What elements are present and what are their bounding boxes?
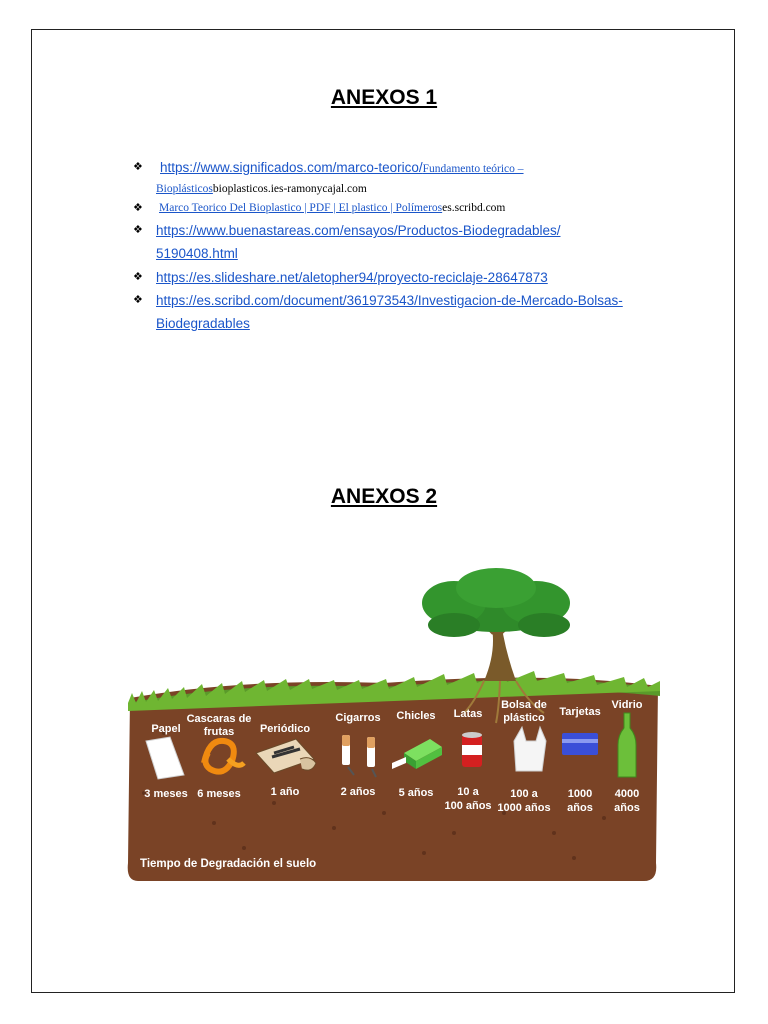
item-name-label: Bolsa de bbox=[501, 699, 547, 711]
item-time-label: 1000 bbox=[567, 788, 593, 800]
annex2-heading: ANEXOS 2 bbox=[330, 485, 438, 508]
reference-item bbox=[133, 219, 663, 266]
reference-link[interactable]: https://es.slideshare.net/aletopher94/proyecto-reciclaje-28647873 bbox=[156, 270, 548, 285]
card-icon bbox=[562, 733, 598, 755]
item-time-label: 2 años bbox=[340, 786, 376, 798]
item-time-label: 4000 bbox=[614, 788, 640, 800]
item-time-label: 100 a bbox=[510, 788, 538, 800]
reference-item bbox=[133, 198, 663, 219]
item-time-label: 3 meses bbox=[144, 788, 188, 800]
item-time-label: años bbox=[614, 802, 640, 814]
reference-item bbox=[133, 289, 663, 336]
reference-source: es.scribd.com bbox=[442, 202, 506, 214]
item-time-label: 1000 años bbox=[497, 802, 551, 814]
annex1-heading: ANEXOS 1 bbox=[330, 86, 438, 109]
reference-link[interactable]: Fundamento teórico – bbox=[422, 163, 524, 175]
reference-link[interactable]: https://es.scribd.com/document/361973543/Investigacion-de-Mercado-Bolsas- bbox=[156, 293, 623, 308]
reference-item bbox=[133, 156, 663, 198]
reference-link[interactable]: Biodegradables bbox=[156, 316, 250, 331]
degradation-infographic bbox=[124, 563, 664, 885]
can-icon bbox=[462, 732, 482, 767]
item-name-label: plástico bbox=[503, 712, 545, 724]
reference-item bbox=[133, 266, 663, 289]
infographic-caption: Tiempo de Degradación el suelo bbox=[140, 858, 317, 870]
bullet-icon: ❖ bbox=[133, 223, 143, 236]
item-time-label: 6 meses bbox=[197, 788, 241, 800]
bullet-icon: ❖ bbox=[133, 270, 143, 283]
bullet-icon: ❖ bbox=[133, 160, 143, 173]
item-time-label: 1 año bbox=[270, 786, 300, 798]
item-name-label: Vidrio bbox=[611, 699, 643, 711]
reference-source: bioplasticos.ies-ramonycajal.com bbox=[212, 183, 367, 195]
item-time-label: 10 a bbox=[457, 786, 479, 798]
item-time-label: 100 años bbox=[444, 800, 492, 812]
item-name-label: Papel bbox=[151, 723, 181, 735]
item-time-label: 5 años bbox=[398, 787, 434, 799]
reference-link[interactable]: https://www.buenastareas.com/ensayos/Productos-Biodegradables/ bbox=[156, 223, 561, 238]
item-name-label: Periódico bbox=[259, 723, 311, 735]
reference-link[interactable]: 5190408.html bbox=[156, 246, 238, 261]
item-name-label: Chicles bbox=[396, 710, 436, 722]
bullet-icon: ❖ bbox=[133, 201, 143, 214]
reference-list bbox=[133, 156, 663, 336]
reference-link[interactable]: https://www.significados.com/marco-teorico/ bbox=[160, 160, 423, 175]
reference-link[interactable]: Bioplásticos bbox=[156, 183, 213, 195]
bullet-icon: ❖ bbox=[133, 293, 143, 306]
item-name-label: Cascaras de bbox=[186, 713, 252, 725]
item-name-label: Tarjetas bbox=[559, 706, 601, 718]
item-name-label: Latas bbox=[453, 708, 483, 720]
item-name-label: Cigarros bbox=[335, 712, 381, 724]
item-name-label: frutas bbox=[203, 726, 235, 738]
item-time-label: años bbox=[567, 802, 593, 814]
reference-link[interactable]: Marco Teorico Del Bioplastico | PDF | El plastico | Polímeros bbox=[159, 202, 443, 214]
